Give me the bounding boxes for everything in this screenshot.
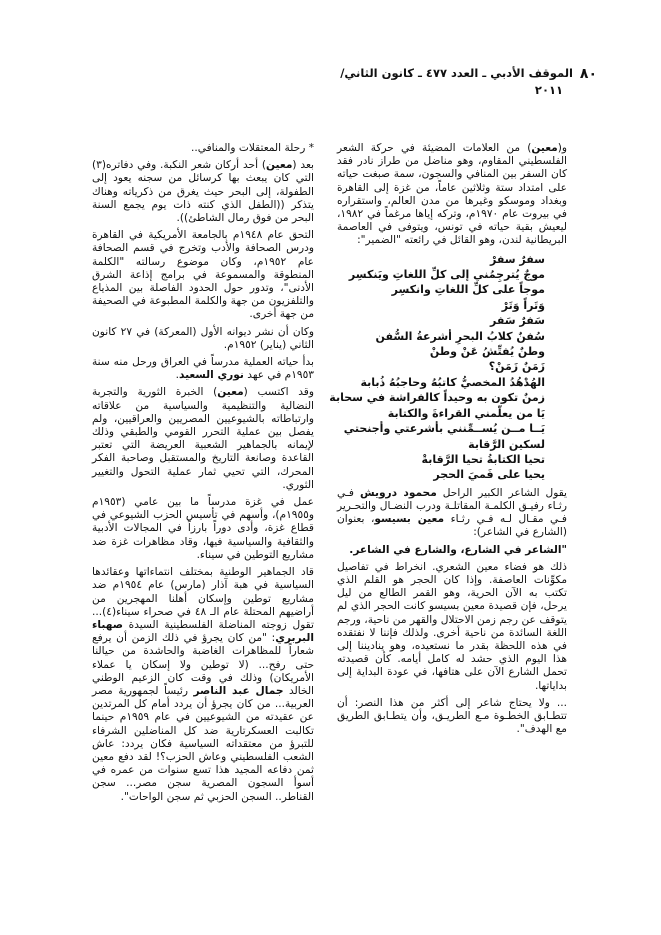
poem-line: موجاً على كلِّ اللغاتِ وانكسِر xyxy=(391,283,545,297)
text-run: : "من كان يجرؤ في ذلك الزمن أن يرفع شعاراً للمظاهرات الغاضبة والحاشدة من حيالنا حتى رفح... (لا توطين ولا إسكان يا عملاء الأمريكان) وذلك في وقت كان الزعيم الوطني الخالد xyxy=(92,632,314,697)
name-highlight: معين xyxy=(217,386,244,399)
left-paragraph-5 xyxy=(92,386,314,492)
right-paragraph-3: ذلك هو فضاء معين الشعري. انخراط في تفاصيل مكوِّنات العاصفة. وإذا كان الحجر هو القلم الذي تكتب به الآن الحرية، وهو القمر الطالع من ليل يرحل، فإن قصيدة معين بسيسو كانت الحجر الذي لم يتوقف عن رجم زمن الاحتلال والقهر من ناحية، ورجم اللغة السائدة من ناحية أخرى. ولذلك فإننا لا نفتقده في هذه اللحظة بقدر ما نستعيده، وهو يناديننا إلى هذا اليوم الذي حشد له كامل أيامه. كأن قصيدته تحمل الشارع الآن على هتافها، في عودة البداية إلى بداياتها. xyxy=(337,560,567,692)
poem-line: تحيا الكتابةُ تحيا الرَّقابةْ xyxy=(421,452,545,466)
poem-line: سفرٌ سفرْ xyxy=(490,252,545,266)
poem-line: سَفرٌ سَفر xyxy=(490,314,545,328)
right-column xyxy=(329,142,567,740)
poem-line: يحيا على فَميَ الحجر xyxy=(433,468,545,482)
text-run: وقد اكتسب ( xyxy=(243,386,314,399)
left-paragraph-3: وكان أن نشر ديوانه الأول (المعركة) في ٢٧ كانون الثاني (يناير) ١٩٥٢م. xyxy=(92,325,314,351)
name-highlight: محمود درويش xyxy=(360,486,437,499)
text-run: رئيساً لجمهورية مصر العربية... من كان يجرؤ أن يردد أمام كل المرتدين عن عقيدته من الشيوعيين في عام ١٩٥٩م حينما تكالبت العسكرتارية ضد كل المناضلين الشرفاء للتبرؤ من معتقداته السياسية فكان يردد: عاش الشعب الفلسطيني وعاش الحزب؟! لقد دفع معين ثمن دفاعه المجيد هذا تسع سنوات من عمره في أسوأ السجون المصرية سجن مصر... سجن القناطر.. السجن الحزبي ثم سجن الواحات". xyxy=(92,684,314,803)
name-highlight: معين xyxy=(266,159,293,172)
poem-line: سُفنٌ كلابُ البحرِ أشرعةُ السُّفن xyxy=(375,329,545,343)
poem xyxy=(329,252,567,483)
quote-title: "الشاعر في الشارع، والشارع في الشاعر. xyxy=(349,543,567,556)
name-highlight: نوري السعيد xyxy=(178,369,244,382)
text-run: ) الخبرة الثورية والتجربة النضالية والتنظيمية والسياسية من علاقاته وارتباطاته بالشيوعيين المصريين والعراقيين، ولم يفصل بين عملية التحرر القومي والطبقي وذلك لإيمانه بالجماهير الشعبية العريضة التي تعتبر القاعدة وصانعة التاريخ والمستقبل وصاحبة الفكر المحرك، التي تحيي ثمار عملية التحول والتغيير الثوري. xyxy=(92,386,314,491)
poem-line: موجٌ يُترجِمُني إلى كلِّ اللغاتِ ويَنكسِر xyxy=(348,268,545,282)
poem-line: زمنٌ تكون به وحيداً كالفراشة في سحابة xyxy=(329,391,545,405)
left-paragraph-2: التحق عام ١٩٤٨م بالجامعة الأمريكية في القاهرة ودرس الصحافة والأدب وتخرج في قسم الصحافة عام ١٩٥٢م، وكان موضوع رسالته "الكلمة المنطوقة والمسموعة في برامج إذاعة الشرق الأدنى"، وتدور حول الحدود الفاصلة بين المذياع والتلفزيون من جهة والكلمة المطبوعة في الصحيفة من جهة أخرى. xyxy=(92,229,315,321)
poem-line: وطنٌ يُفتِّشُ عَنْ وطنْ xyxy=(429,345,545,359)
text-run: فـي رثـاء رفيـق الكلمـة المقاتلـة ودرب النضـال والتحـرير فـي مقـال لـه فـي رثـاء xyxy=(337,486,567,526)
left-column xyxy=(92,142,314,808)
text-run: ، بعنوان (الشارع في الشاعر): xyxy=(337,513,567,539)
text-run: ) أحد أركان شعر النكبة. وفي دفاتره(٣) التي كان يبعث بها كرسائل من سجنه يعود إلى الطفولة، إلى البحر حيث يغرق من ذكرياته وهناك يتذكر ((الطفل الذي كنته ذات يوم يجمع السنة البحر من فوق رمال الشاطئ)). xyxy=(92,159,314,225)
poem-line: وَتَراً وَتَرْ xyxy=(501,298,545,312)
page-header xyxy=(96,66,597,97)
text-run: يقول الشاعر الكبير الراحل xyxy=(436,486,567,499)
name-highlight: صهباء البربري xyxy=(92,618,314,645)
left-paragraph-4 xyxy=(92,356,314,382)
poem-line: يَــا مــن يُســمِّنني بأشرعتي وأجنحتي لسكين الرَّقابة xyxy=(343,422,545,451)
poem-line: الهُدْهُدُ المخصيُّ كاتبُهُ وحاجبُهُ ذُبابة xyxy=(360,375,545,389)
issue-year: ٢٠١١ xyxy=(534,83,563,97)
left-paragraph-6: عمل في غزة مدرساً ما بين عامي (١٩٥٣م و١٩٥٥م)، وأسهم في تأسيس الحزب الشيوعي في قطاع غزة، وأدى دوراً بارزاً في المجالات الأدبية والثقافية والسياسية فيها، وقاد مظاهرات غزة ضد مشاريع التوطين في سيناء. xyxy=(92,496,314,561)
name-highlight: جمال عبد الناصر xyxy=(193,684,284,697)
right-paragraph-2 xyxy=(337,487,567,540)
section-heading: * رحلة المعتقلات والمنافي.. xyxy=(191,142,314,154)
text-run: ) من العلامات المضيئة في حركة الشعر الفلسطيني المقاوم، وهو مناضل من طراز نادر فقد كان السفر بين المنافي والسجون، سمة صبغت حياته على امتداد ستة وثلاثين عاماً، من غزة إلى القاهرة وبغداد وموسكو وغيرها من مدن العالم، واستقراره في بيروت عام ١٩٧٠م، وتركه إياها مرغماً في ١٩٨٢، ليعيش بقية حياته في تونس، ويتوفى في العاصمة البريطانية لندن، وهو القائل في رائعته "الضمير": xyxy=(337,142,567,247)
text-run: و( xyxy=(557,142,567,154)
left-paragraph-1 xyxy=(92,159,314,225)
text-run: . xyxy=(175,369,179,382)
text-run: بعد ( xyxy=(292,159,315,172)
right-paragraph-1 xyxy=(337,142,567,248)
name-highlight: معين xyxy=(531,142,558,154)
text-run: قاد الجماهير الوطنية بمختلف انتماءاتها وعقائدها السياسية في هبة آذار (مارس) عام ١٩٥٤م ضد مشاريع توطين وإسكان أهلنا المهجرين من أراضيهم المحتلة عام الـ ٤٨ في صحراء سيناء(٤)... تقول زوجته المناضلة الفلسطينية السيدة xyxy=(92,566,315,631)
page-number: ٨٠ xyxy=(579,66,597,82)
text-run: بدأ حياته العملية مدرساً في العراق ورحل منه سنة ١٩٥٣م في عهد xyxy=(92,356,314,382)
left-paragraph-7 xyxy=(92,566,314,804)
poem-line: زَمَنٌ زَمَنْ؟ xyxy=(488,360,545,374)
name-highlight: معين بسيسو xyxy=(374,513,445,526)
journal-title: الموقف الأدبي ـ العدد ٤٧٧ ـ كانون الثاني/ xyxy=(340,66,573,80)
right-paragraph-4: ... ولا يحتاج شاعر إلى أكثر من هذا النصر: أن تتطـابق الخطـوة مـع الطريـق، وأن يتطـابق الطريق مع الهدف". xyxy=(337,696,567,736)
poem-line: يَا من يعلّمني القراءةَ والكتابة xyxy=(387,406,545,420)
